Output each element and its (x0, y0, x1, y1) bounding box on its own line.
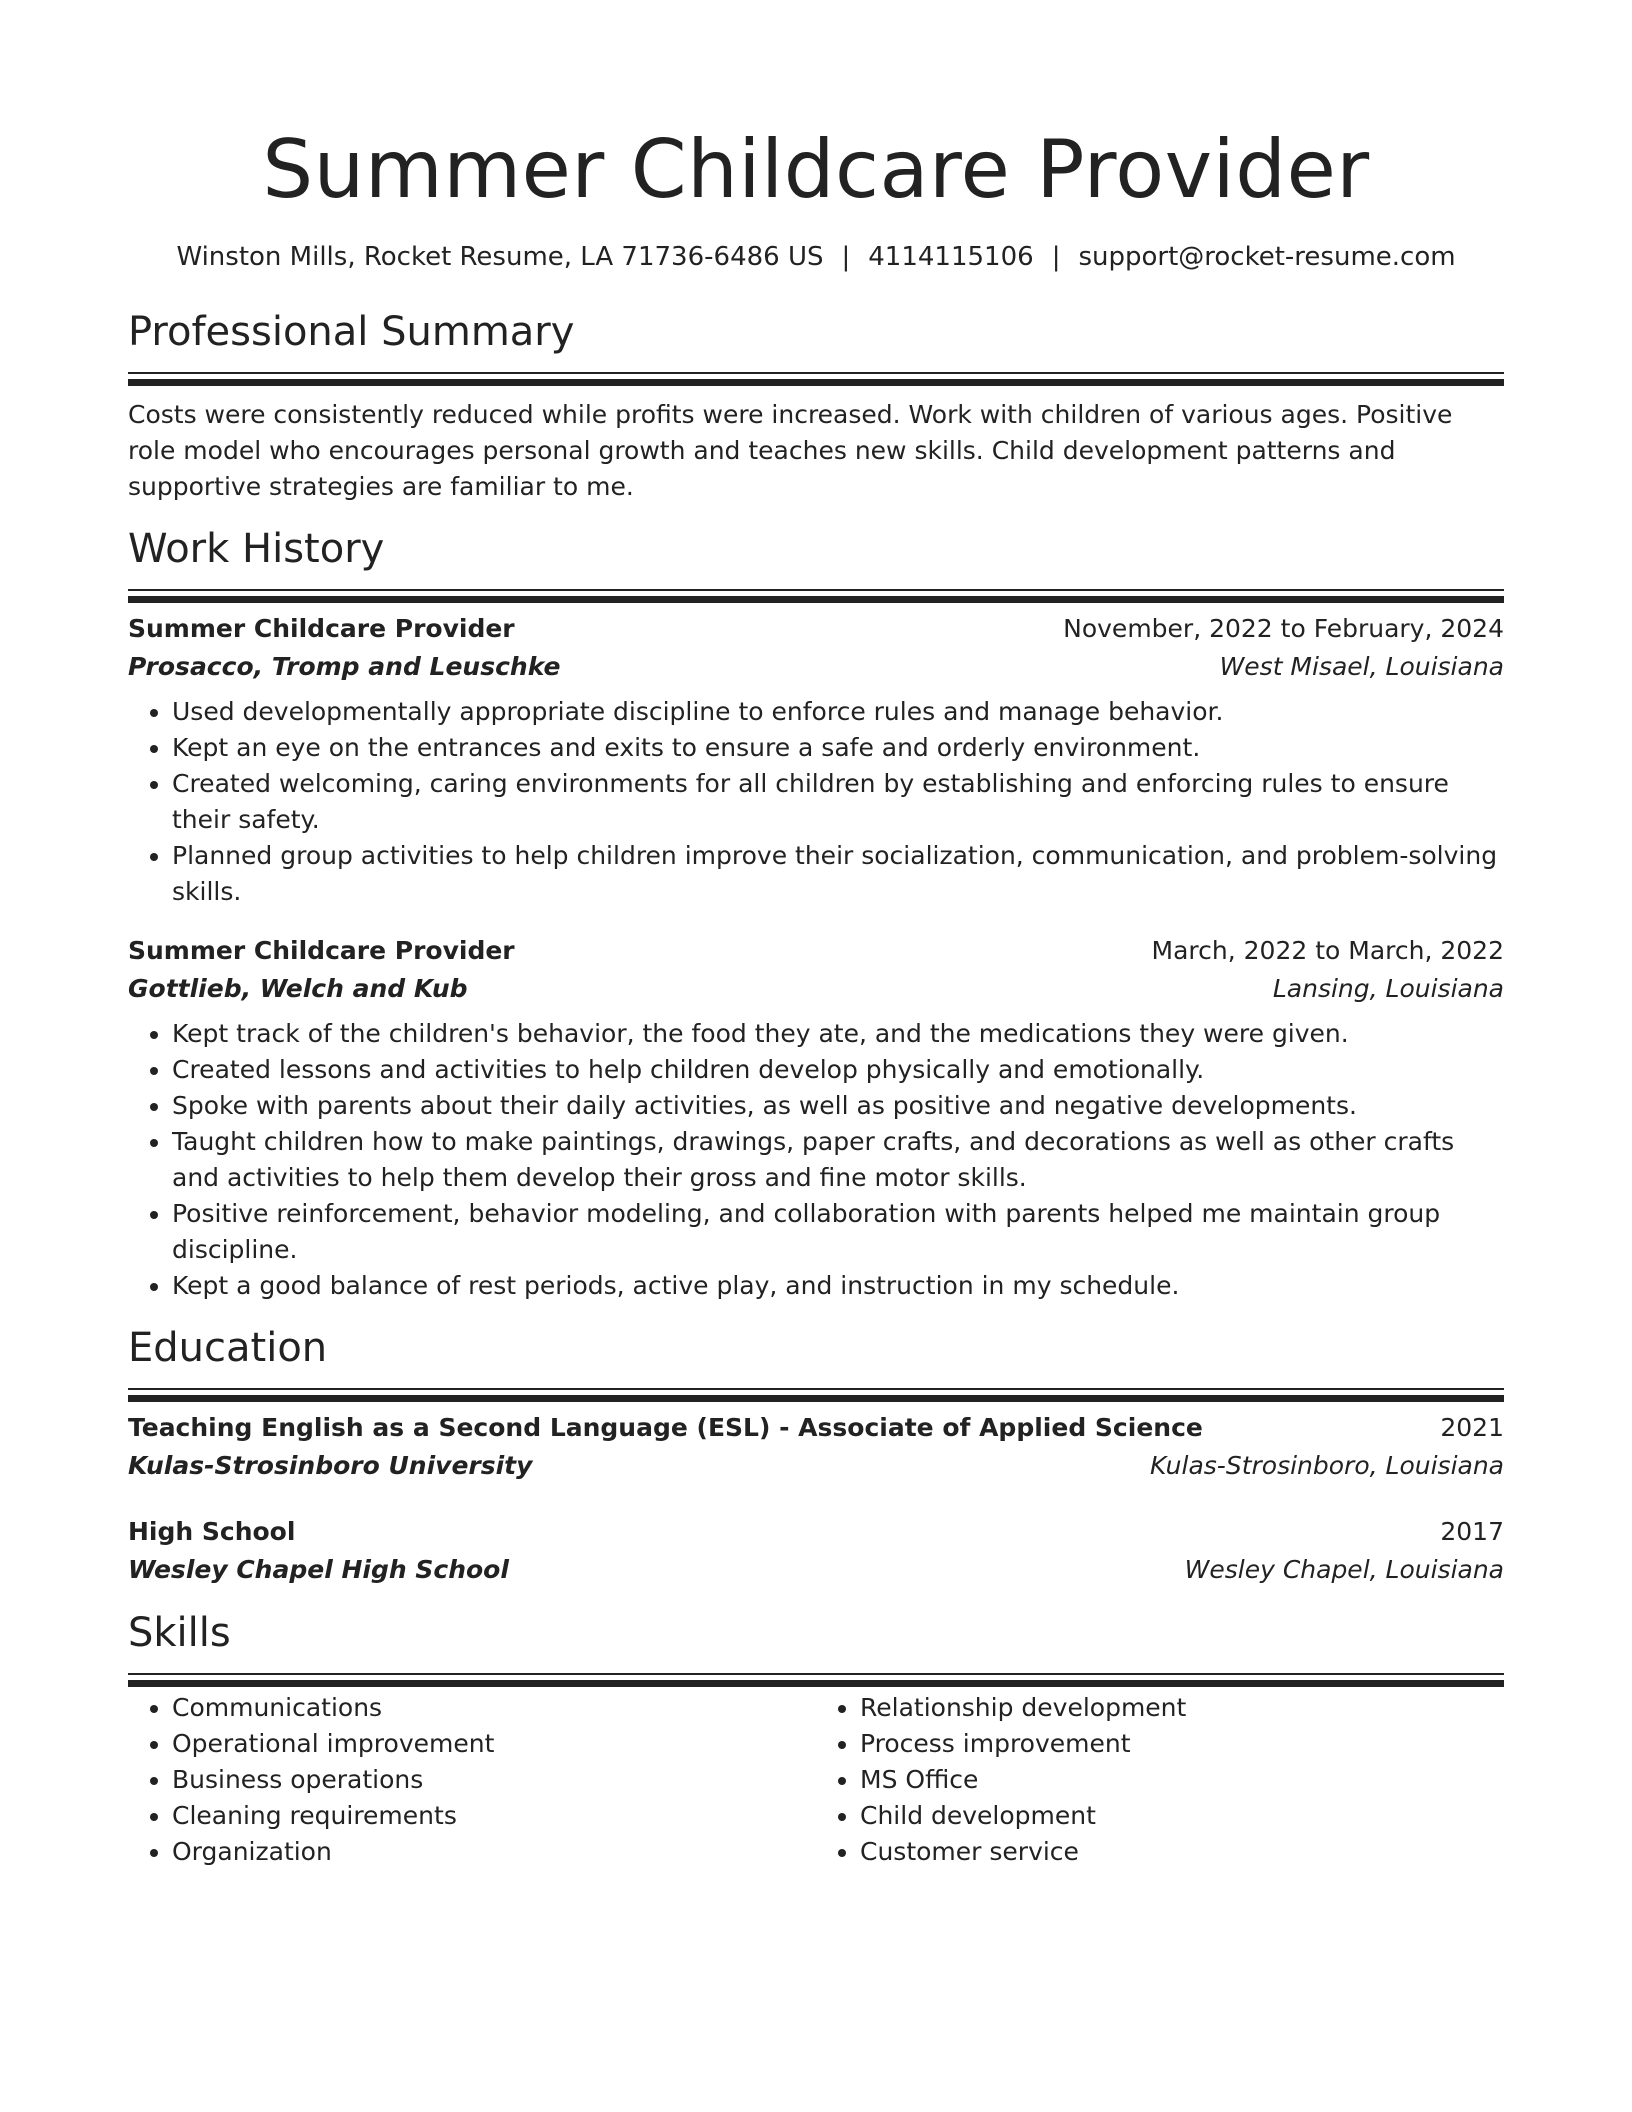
education-subheader (128, 1551, 1504, 1589)
job-entry (128, 610, 1504, 910)
education-header (128, 1409, 1504, 1447)
job-bullet: • Created welcoming, caring environments for all children by establishing and enforcing rules to ensure their safety. (172, 766, 1504, 838)
job-subheader (128, 648, 1504, 686)
education-entry (128, 1513, 1504, 1589)
job-entry (128, 932, 1504, 1304)
education-year: 2017 (1440, 1517, 1504, 1546)
job-dates: November, 2022 to February, 2024 (1063, 614, 1504, 643)
skill-item: • Communications (172, 1690, 816, 1726)
job-bullet: • Positive reinforcement, behavior modeling, and collaboration with parents helped me maintain group discipline. (172, 1196, 1504, 1268)
job-location: Lansing, Louisiana (1272, 974, 1504, 1003)
job-location: West Misael, Louisiana (1219, 652, 1504, 681)
section-divider (128, 589, 1504, 596)
skill-item: • Relationship development (860, 1690, 1504, 1726)
job-title: Summer Childcare Provider (128, 614, 515, 643)
resume-name: Summer Childcare Provider (262, 123, 1370, 216)
skills-column-left (128, 1690, 816, 1870)
job-company: Gottlieb, Welch and Kub (128, 974, 468, 1003)
job-bullets (128, 694, 1504, 910)
job-header (128, 932, 1504, 970)
education-year: 2021 (1440, 1413, 1504, 1442)
contact-separator: | (841, 242, 851, 272)
job-bullets (128, 1016, 1504, 1304)
education-section (128, 1322, 1504, 1589)
work-section (128, 523, 1504, 1304)
skill-item: • Child development (860, 1798, 1504, 1834)
section-title-summary: Professional Summary (128, 309, 575, 355)
skills-grid (128, 1690, 1504, 1870)
job-bullet: • Kept track of the children's behavior, the food they ate, and the medications they were given. (172, 1016, 1504, 1052)
section-divider (128, 372, 1504, 379)
job-bullet: • Created lessons and activities to help children develop physically and emotionally. (172, 1052, 1504, 1088)
summary-text: Costs were consistently reduced while profits were increased. Work with children of various ages. Positive role model who encourages personal growth and teaches new skills. Child development patterns and supportive strategies are familiar to me. (128, 400, 1453, 501)
contact-address: Winston Mills, Rocket Resume, LA 71736-6486 US (176, 242, 824, 272)
section-divider (128, 1673, 1504, 1680)
contact-separator: | (1051, 242, 1061, 272)
skills-list (128, 1690, 816, 1870)
contact-line (128, 238, 1504, 276)
job-bullet: • Spoke with parents about their daily activities, as well as positive and negative developments. (172, 1088, 1504, 1124)
section-title-work: Work History (128, 526, 385, 572)
education-degree: Teaching English as a Second Language (ESL) - Associate of Applied Science (128, 1413, 1203, 1442)
summary-section (128, 306, 1504, 505)
education-location: Kulas-Strosinboro, Louisiana (1149, 1451, 1504, 1480)
skill-item: • Cleaning requirements (172, 1798, 816, 1834)
section-divider (128, 1388, 1504, 1395)
skill-item: • Customer service (860, 1834, 1504, 1870)
skills-list (816, 1690, 1504, 1870)
skill-item: • Operational improvement (172, 1726, 816, 1762)
job-bullet: • Taught children how to make paintings, drawings, paper crafts, and decorations as well as other crafts and activities to help them develop their gross and fine motor skills. (172, 1124, 1504, 1196)
skills-section (128, 1607, 1504, 1870)
education-degree: High School (128, 1517, 296, 1546)
job-company: Prosacco, Tromp and Leuschke (128, 652, 561, 681)
skill-item: • Business operations (172, 1762, 816, 1798)
job-header (128, 610, 1504, 648)
contact-email: support@rocket-resume.com (1078, 242, 1456, 272)
education-location: Wesley Chapel, Louisiana (1184, 1555, 1504, 1584)
job-bullet: • Used developmentally appropriate discipline to enforce rules and manage behavior. (172, 694, 1504, 730)
job-bullet: • Kept a good balance of rest periods, active play, and instruction in my schedule. (172, 1268, 1504, 1304)
education-school: Wesley Chapel High School (128, 1555, 509, 1584)
contact-phone: 4114115106 (868, 242, 1034, 272)
job-bullet: • Planned group activities to help children improve their socialization, communication, and problem-solving skills. (172, 838, 1504, 910)
skills-column-right (816, 1690, 1504, 1870)
skill-item: • Process improvement (860, 1726, 1504, 1762)
section-title-skills: Skills (128, 1610, 231, 1656)
job-title: Summer Childcare Provider (128, 936, 515, 965)
skill-item: • Organization (172, 1834, 816, 1870)
education-subheader (128, 1447, 1504, 1485)
education-entry (128, 1409, 1504, 1485)
section-title-education: Education (128, 1325, 328, 1371)
job-subheader (128, 970, 1504, 1008)
job-bullet: • Kept an eye on the entrances and exits to ensure a safe and orderly environment. (172, 730, 1504, 766)
education-header (128, 1513, 1504, 1551)
skill-item: • MS Office (860, 1762, 1504, 1798)
job-dates: March, 2022 to March, 2022 (1151, 936, 1504, 965)
education-school: Kulas-Strosinboro University (128, 1451, 533, 1480)
